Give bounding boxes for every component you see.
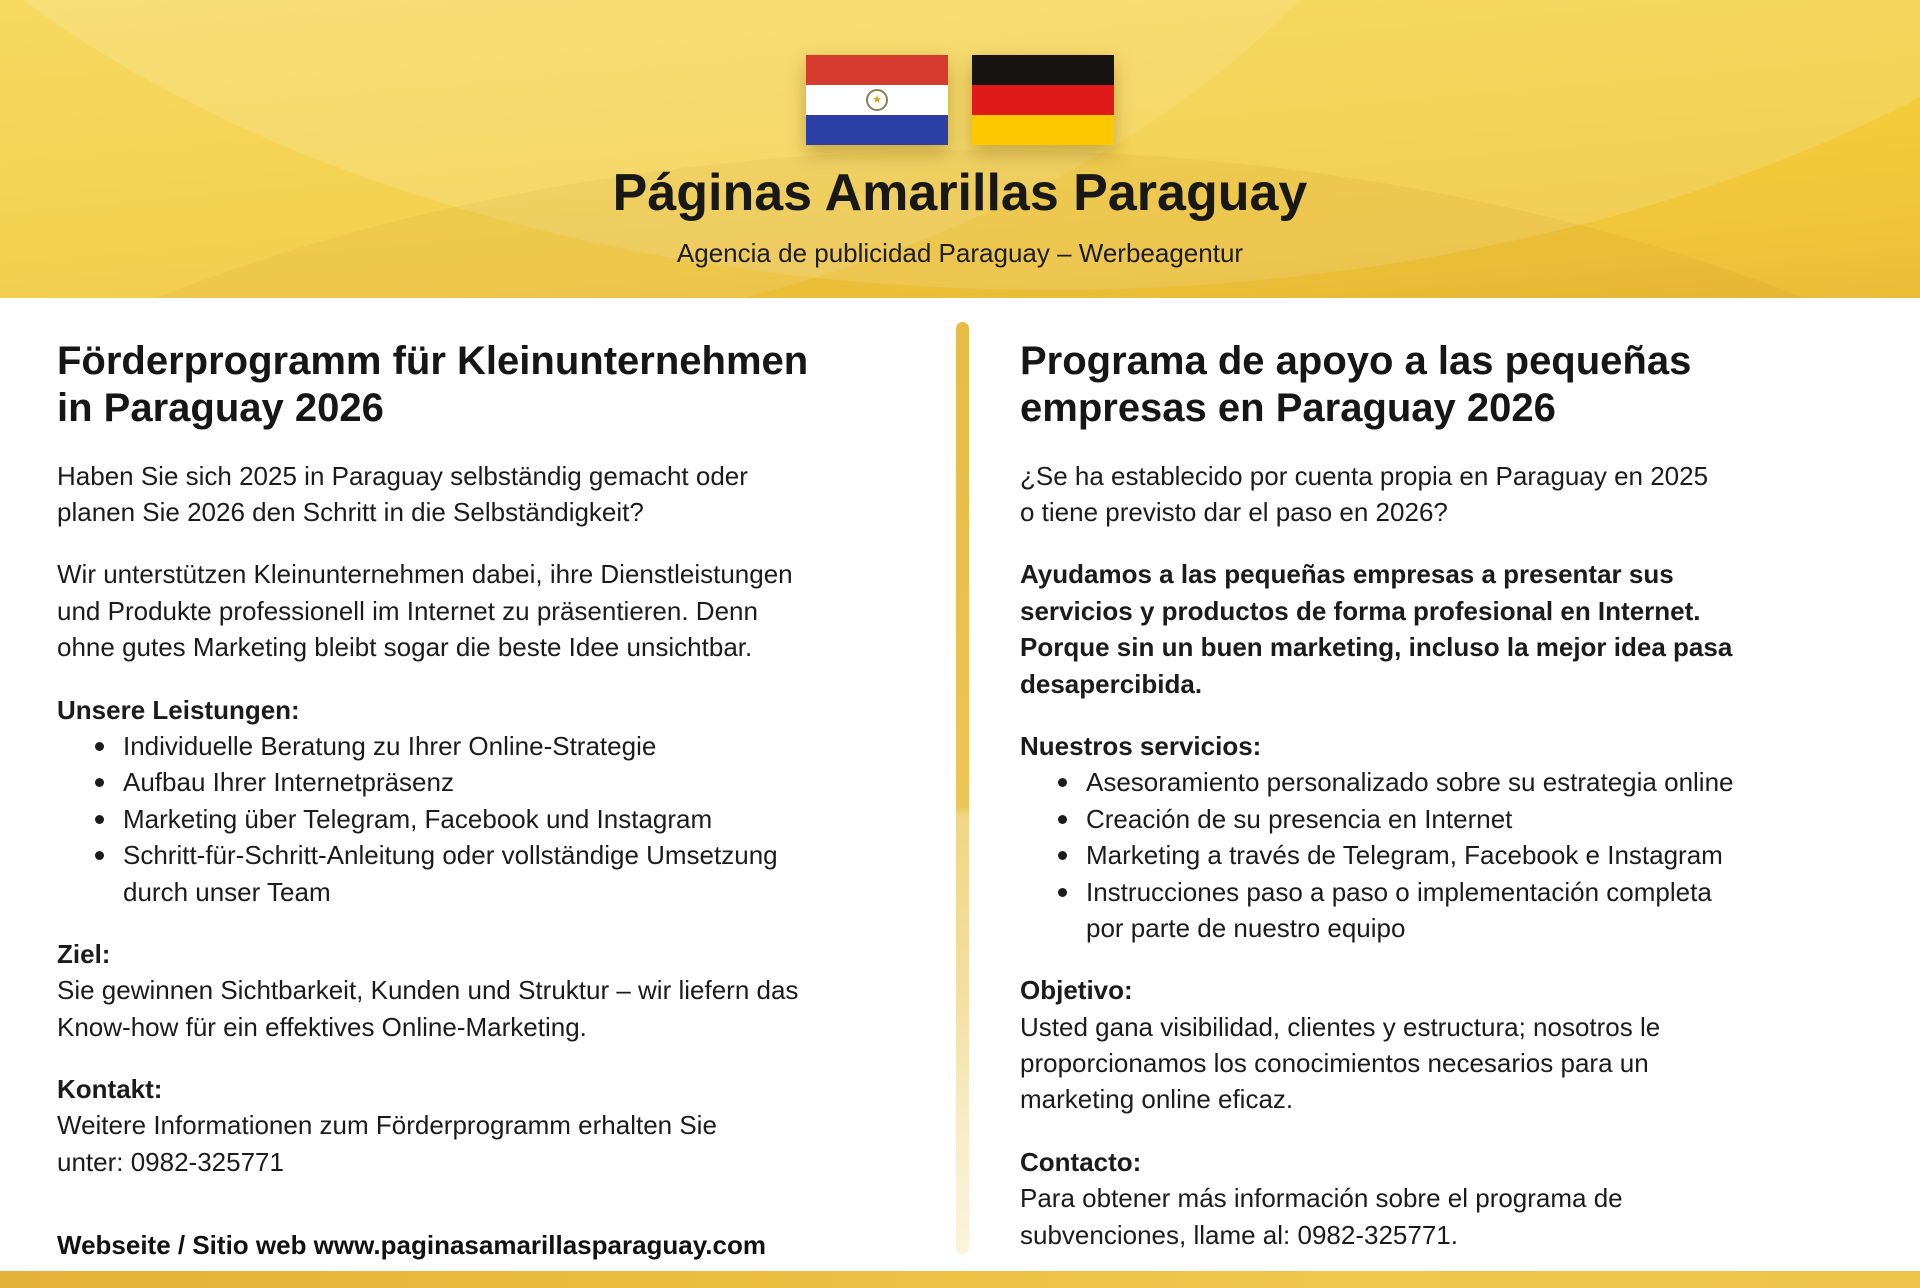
list-item: Instrucciones paso a paso o implementación completa por parte de nuestro equipo bbox=[1056, 874, 1756, 947]
spanish-contact-title: Contacto: bbox=[1020, 1146, 1142, 1177]
spanish-goal-section bbox=[1020, 972, 1850, 1118]
spanish-heading: Programa de apoyo a las pequeñas empresas en Paraguay 2026 bbox=[1020, 339, 1692, 430]
german-services-section bbox=[57, 692, 837, 910]
german-contact-section bbox=[57, 1071, 837, 1180]
paraguay-flag-white-stripe bbox=[806, 85, 948, 115]
list-item: Individuelle Beratung zu Ihrer Online-Strategie bbox=[93, 728, 837, 764]
german-services-title: Unsere Leistungen: bbox=[57, 694, 300, 725]
paraguay-flag-blue-stripe bbox=[806, 115, 948, 145]
flag-pair bbox=[0, 55, 1920, 145]
list-item: Asesoramiento personalizado sobre su estrategia online bbox=[1056, 764, 1756, 800]
german-services-list bbox=[57, 728, 837, 910]
list-item: Creación de su presencia en Internet bbox=[1056, 801, 1756, 837]
germany-flag-red-stripe bbox=[972, 85, 1114, 115]
german-goal-text: Sie gewinnen Sichtbarkeit, Kunden und Struktur – wir liefern das Know-how für ein effektives Online-Marketing. bbox=[57, 975, 799, 1042]
paraguay-flag-red-stripe bbox=[806, 55, 948, 85]
paraguay-coat-of-arms-icon: ★ bbox=[866, 89, 888, 111]
german-goal-section bbox=[57, 936, 837, 1045]
spanish-intro-paragraph: ¿Se ha establecido por cuenta propia en Paraguay en 2025 o tiene previsto dar el paso en 2026? bbox=[1020, 460, 1709, 527]
german-intro-paragraph: Haben Sie sich 2025 in Paraguay selbständig gemacht oder planen Sie 2026 den Schritt in die Selbständigkeit? bbox=[57, 460, 748, 527]
list-item: Marketing a través de Telegram, Facebook e Instagram bbox=[1056, 837, 1756, 873]
german-contact-text: Weitere Informationen zum Förderprogramm erhalten Sie unter: 0982-325771 bbox=[57, 1110, 717, 1177]
list-item: Aufbau Ihrer Internetpräsenz bbox=[93, 764, 837, 800]
footer-gold-bar bbox=[0, 1271, 1920, 1288]
german-about-paragraph: Wir unterstützen Kleinunternehmen dabei, ihre Dienstleistungen und Produkte professionell im Internet zu präsentieren. Denn ohne gutes Marketing bleibt sogar die beste Idee unsichtbar. bbox=[57, 559, 793, 663]
germany-flag-gold-stripe bbox=[972, 115, 1114, 145]
list-item: Schritt-für-Schritt-Anleitung oder vollständige Umsetzung durch unser Team bbox=[93, 837, 837, 910]
spanish-column bbox=[1020, 338, 1850, 1279]
header-banner bbox=[0, 0, 1920, 298]
german-column bbox=[57, 338, 837, 1206]
spanish-contact-text: Para obtener más información sobre el programa de subvenciones, llame al: 0982-325771. bbox=[1020, 1183, 1623, 1250]
paraguay-flag-icon bbox=[806, 55, 948, 145]
germany-flag-icon bbox=[972, 55, 1114, 145]
website-line: Webseite / Sitio web www.paginasamarillasparaguay.com bbox=[57, 1230, 766, 1260]
spanish-about-paragraph: Ayudamos a las pequeñas empresas a presentar sus servicios y productos de forma profesional en Internet. Porque sin un buen marketing, incluso la mejor idea pasa desapercibida. bbox=[1020, 559, 1733, 699]
german-heading: Förderprogramm für Kleinunternehmen in Paraguay 2026 bbox=[57, 339, 809, 430]
germany-flag-black-stripe bbox=[972, 55, 1114, 85]
german-contact-title: Kontakt: bbox=[57, 1074, 163, 1105]
spanish-services-title: Nuestros servicios: bbox=[1020, 730, 1262, 761]
page-subtitle: Agencia de publicidad Paraguay – Werbeagentur bbox=[676, 238, 1244, 268]
spanish-goal-title: Objetivo: bbox=[1020, 975, 1133, 1006]
list-item: Marketing über Telegram, Facebook und Instagram bbox=[93, 801, 837, 837]
column-divider bbox=[956, 322, 969, 1254]
spanish-services-list bbox=[1020, 764, 1850, 946]
spanish-services-section bbox=[1020, 728, 1850, 946]
page-title: Páginas Amarillas Paraguay bbox=[612, 164, 1308, 222]
german-goal-title: Ziel: bbox=[57, 938, 111, 969]
spanish-contact-section bbox=[1020, 1144, 1850, 1253]
spanish-goal-text: Usted gana visibilidad, clientes y estructura; nosotros le proporcionamos los conocimientos necesarios para un marketing online eficaz. bbox=[1020, 1011, 1661, 1115]
